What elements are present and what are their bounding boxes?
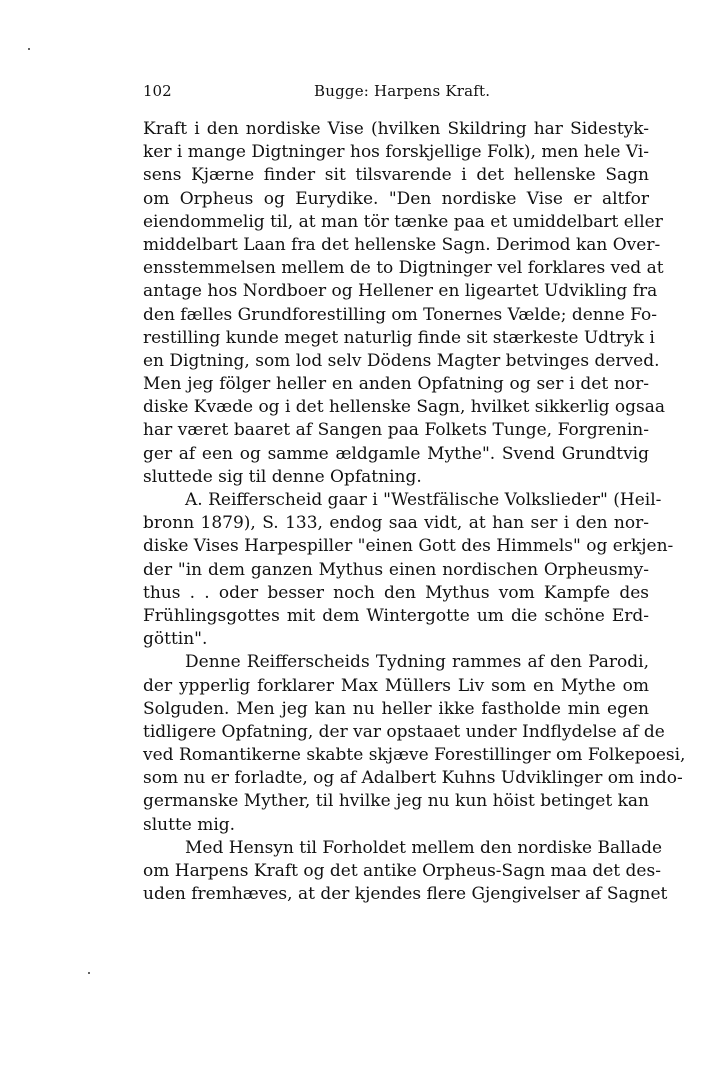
text-line: eiendommelig til, at man tör tænke paa et umiddelbart eller — [143, 211, 663, 232]
page-header — [143, 82, 649, 106]
paper-speck — [88, 972, 90, 974]
text-line: sluttede sig til denne Opfatning. — [143, 466, 422, 487]
text-line: Men jeg fölger heller en anden Opfatning og ser i det nor- — [143, 374, 649, 395]
text-line: bronn 1879), S. 133, endog saa vidt, at han ser i den nor- — [143, 513, 649, 534]
text-line: antage hos Nordboer og Hellener en ligeartet Udvikling fra — [143, 281, 658, 302]
text-line: har været baaret af Sangen paa Folkets Tunge, Forgrenin- — [143, 420, 649, 441]
body-text — [143, 118, 686, 906]
text-line: thus . . oder besser noch den Mythus vom Kampfe des — [143, 582, 649, 603]
text-line: ger af een og samme ældgamle Mythe". Svend Grundtvig — [143, 443, 649, 464]
text-line: der ypperlig forklarer Max Müllers Liv som en Mythe om — [143, 675, 649, 696]
text-line: slutte mig. — [143, 814, 236, 835]
text-line: en Digtning, som lod selv Dödens Magter betvinges derved. — [143, 350, 660, 371]
text-line: A. Reifferscheid gaar i "Westfälische Volkslieder" (Heil- — [185, 490, 662, 510]
text-line: Med Hensyn til Forholdet mellem den nordiske Ballade — [185, 837, 663, 858]
text-line: restilling kunde meget naturlig finde sit stærkeste Udtryk i — [143, 327, 655, 348]
text-line: den fælles Grundforestilling om Tonernes Vælde; denne Fo- — [143, 304, 658, 325]
page-number: 102 — [143, 82, 172, 100]
text-line: ved Romantikerne skabte skjæve Forestillinger om Folkepoesi, — [143, 745, 686, 766]
text-line: der "in dem ganzen Mythus einen nordischen Orpheusmy- — [143, 559, 649, 580]
text-line: om Orpheus og Eurydike. "Den nordiske Vise er altfor — [143, 188, 649, 209]
text-line: Frühlingsgottes mit dem Wintergotte um die schöne Erd- — [143, 605, 649, 626]
text-line: diske Kvæde og i det hellenske Sagn, hvilket sikkerlig ogsaa — [143, 397, 666, 418]
text-line: Kraft i den nordiske Vise (hvilken Skildring har Sidestyk- — [143, 119, 649, 139]
text-line: sens Kjærne finder sit tilsvarende i det hellenske Sagn — [143, 165, 649, 186]
text-line: som nu er forladte, og af Adalbert Kuhns Udviklinger om indo- — [143, 768, 683, 789]
text-line: uden fremhæves, at der kjendes flere Gjengivelser af Sagnet — [143, 884, 668, 905]
text-line: tidligere Opfatning, der var opstaaet under Indflydelse af de — [143, 721, 665, 742]
text-line: diske Vises Harpespiller "einen Gott des Himmels" og erkjen- — [143, 536, 674, 557]
paper-speck — [28, 48, 30, 50]
text-line: Denne Reifferscheids Tydning rammes af den Parodi, — [185, 652, 649, 673]
text-line: ensstemmelsen mellem de to Digtninger vel forklares ved at — [143, 258, 664, 279]
running-head: Bugge: Harpens Kraft. — [314, 82, 491, 100]
text-line: Solguden. Men jeg kan nu heller ikke fastholde min egen — [143, 698, 649, 719]
text-line: middelbart Laan fra det hellenske Sagn. Derimod kan Over- — [143, 234, 661, 255]
text-line: ker i mange Digtninger hos forskjellige Folk), men hele Vi- — [143, 142, 649, 163]
text-line: om Harpens Kraft og det antike Orpheus-Sagn maa det des- — [143, 861, 661, 881]
text-line: göttin". — [143, 629, 208, 650]
text-line: germanske Myther, til hvilke jeg nu kun höist betinget kan — [143, 791, 649, 812]
